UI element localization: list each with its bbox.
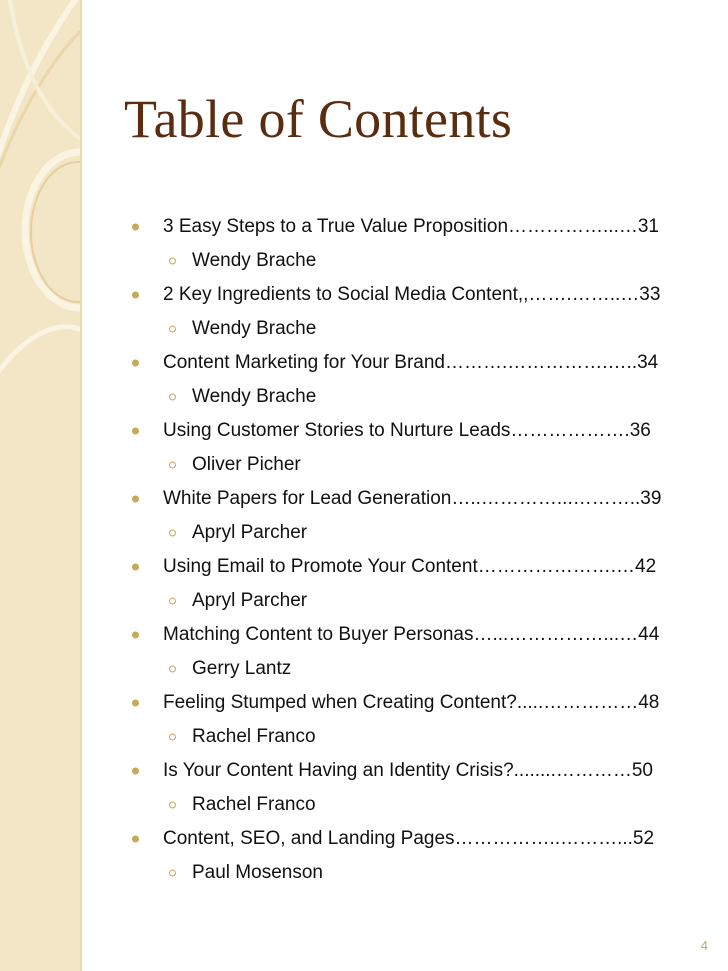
toc-item bbox=[132, 686, 712, 720]
bullet-icon bbox=[132, 224, 139, 231]
toc-author-row bbox=[132, 652, 712, 686]
bullet-icon bbox=[132, 836, 139, 843]
toc-entry bbox=[132, 210, 712, 278]
toc-author-row bbox=[132, 584, 712, 618]
toc-entry bbox=[132, 278, 712, 346]
toc-item bbox=[132, 482, 712, 516]
toc-author-row bbox=[132, 380, 712, 414]
bullet-icon bbox=[132, 496, 139, 503]
bullet-icon bbox=[132, 768, 139, 775]
toc-entry bbox=[132, 686, 712, 754]
toc-author-row bbox=[132, 856, 712, 890]
toc-item-text: Using Email to Promote Your Content………………….…42 bbox=[163, 556, 657, 577]
toc-item bbox=[132, 550, 712, 584]
toc-author: Paul Mosenson bbox=[192, 862, 323, 883]
sub-bullet-icon bbox=[169, 326, 176, 333]
toc-author: Apryl Parcher bbox=[192, 590, 308, 611]
bullet-icon bbox=[132, 700, 139, 707]
toc-entry bbox=[132, 346, 712, 414]
sub-bullet-icon bbox=[169, 530, 176, 537]
toc-author-row bbox=[132, 516, 712, 550]
bullet-icon bbox=[132, 564, 139, 571]
sub-bullet-icon bbox=[169, 666, 176, 673]
toc-item-text: White Papers for Lead Generation…..…………...………..39 bbox=[163, 488, 662, 509]
toc-item-text: Content Marketing for Your Brand……….…………….…..34 bbox=[163, 352, 659, 373]
toc-author: Wendy Brache bbox=[192, 250, 317, 271]
toc-author-row bbox=[132, 788, 712, 822]
toc-list bbox=[132, 210, 712, 890]
toc-author: Rachel Franco bbox=[192, 794, 316, 815]
toc-item-text: Matching Content to Buyer Personas…...……………...…44 bbox=[163, 624, 660, 645]
toc-item-text: Is Your Content Having an Identity Crisis?........…………50 bbox=[163, 760, 654, 781]
sub-bullet-icon bbox=[169, 870, 176, 877]
sub-bullet-icon bbox=[169, 394, 176, 401]
toc-entry bbox=[132, 822, 712, 890]
toc-author: Apryl Parcher bbox=[192, 522, 308, 543]
bullet-icon bbox=[132, 632, 139, 639]
toc-author: Wendy Brache bbox=[192, 386, 317, 407]
toc-entry bbox=[132, 550, 712, 618]
sub-bullet-icon bbox=[169, 462, 176, 469]
sub-bullet-icon bbox=[169, 258, 176, 265]
toc-item bbox=[132, 414, 712, 448]
toc-author: Rachel Franco bbox=[192, 726, 316, 747]
toc-author: Wendy Brache bbox=[192, 318, 317, 339]
toc-author: Gerry Lantz bbox=[192, 658, 292, 679]
toc-item bbox=[132, 346, 712, 380]
toc-item bbox=[132, 618, 712, 652]
toc-entry bbox=[132, 618, 712, 686]
page-number: 4 bbox=[700, 938, 708, 953]
toc-item bbox=[132, 210, 712, 244]
toc-item bbox=[132, 278, 712, 312]
toc-item bbox=[132, 754, 712, 788]
bullet-icon bbox=[132, 292, 139, 299]
toc-entry bbox=[132, 754, 712, 822]
sub-bullet-icon bbox=[169, 802, 176, 809]
bullet-icon bbox=[132, 360, 139, 367]
sub-bullet-icon bbox=[169, 734, 176, 741]
toc-entry bbox=[132, 414, 712, 482]
toc-item-text: Using Customer Stories to Nurture Leads……………….36 bbox=[163, 420, 651, 441]
toc-author-row bbox=[132, 720, 712, 754]
toc-item-text: Content, SEO, and Landing Pages……………..………...52 bbox=[163, 828, 655, 849]
toc-item-text: 3 Easy Steps to a True Value Proposition……………...…31 bbox=[163, 216, 659, 237]
sub-bullet-icon bbox=[169, 598, 176, 605]
bullet-icon bbox=[132, 428, 139, 435]
toc-item bbox=[132, 822, 712, 856]
toc-entry bbox=[132, 482, 712, 550]
toc-author-row bbox=[132, 244, 712, 278]
page-title: Table of Contents bbox=[124, 89, 513, 149]
toc-author: Oliver Picher bbox=[192, 454, 301, 475]
toc-author-row bbox=[132, 448, 712, 482]
toc-item-text: Feeling Stumped when Creating Content?.....……………48 bbox=[163, 692, 660, 713]
toc-item-text: 2 Key Ingredients to Social Media Content,,…….……..…33 bbox=[163, 284, 661, 305]
toc-author-row bbox=[132, 312, 712, 346]
